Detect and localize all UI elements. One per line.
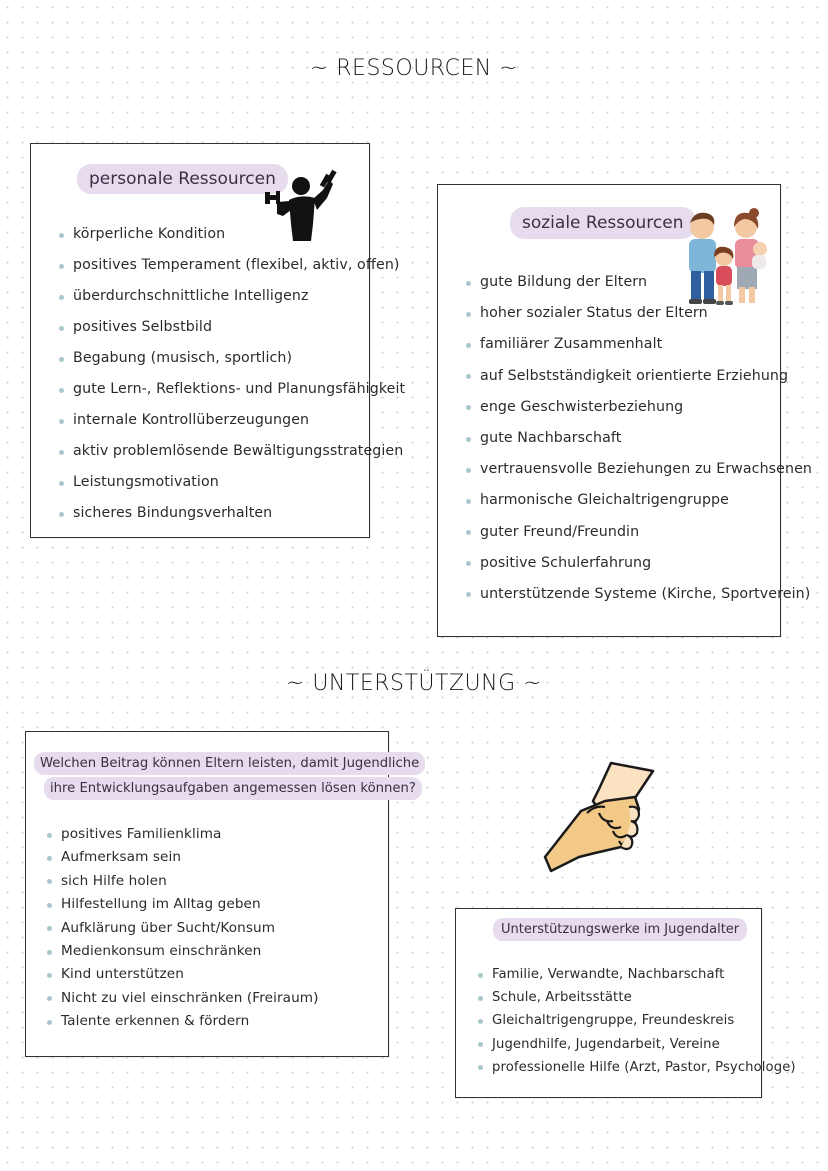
list-item: enge Geschwisterbeziehung	[466, 392, 812, 423]
list-item: gute Bildung der Eltern	[466, 267, 812, 298]
social-resources-title: soziale Ressourcen	[510, 207, 696, 239]
list-item: körperliche Kondition	[59, 219, 405, 250]
bullet-dot	[47, 996, 52, 1001]
bullet-dot	[59, 295, 64, 300]
social-resources-list	[466, 267, 812, 610]
personal-resources-card	[30, 143, 406, 538]
support-works-list	[478, 963, 796, 1079]
bullet-dot	[47, 903, 52, 908]
list-item: vertrauensvolle Beziehungen zu Erwachsenen	[466, 454, 812, 485]
list-item: Aufklärung über Sucht/Konsum	[47, 917, 319, 940]
list-item: Nicht zu viel einschränken (Freiraum)	[47, 987, 319, 1010]
bullet-dot	[466, 374, 471, 379]
support-works-card	[455, 908, 796, 1098]
bullet-dot	[466, 499, 471, 504]
bullet-dot	[59, 326, 64, 331]
bullet-dot	[47, 879, 52, 884]
bullet-dot	[47, 833, 52, 838]
bullet-dot	[478, 973, 483, 978]
bullet-dot	[478, 1065, 483, 1070]
list-item: sicheres Bindungsverhalten	[59, 498, 405, 529]
list-item: auf Selbstständigkeit orientierte Erziehung	[466, 361, 812, 392]
parents-question-line1: Welchen Beitrag können Eltern leisten, damit Jugendliche	[34, 752, 425, 775]
list-item: unterstützende Systeme (Kirche, Sportverein)	[466, 579, 812, 610]
list-item: positives Familienklima	[47, 823, 319, 846]
list-item: gute Nachbarschaft	[466, 423, 812, 454]
bullet-dot	[478, 1019, 483, 1024]
bullet-dot	[466, 405, 471, 410]
list-item: familiärer Zusammenhalt	[466, 329, 812, 360]
bullet-dot	[466, 281, 471, 286]
list-item: Jugendhilfe, Jugendarbeit, Vereine	[478, 1033, 796, 1056]
list-item: Talente erkennen & fördern	[47, 1010, 319, 1033]
bullet-dot	[59, 450, 64, 455]
bullet-dot	[466, 468, 471, 473]
bullet-dot	[47, 926, 52, 931]
list-item: guter Freund/Freundin	[466, 517, 812, 548]
bullet-dot	[59, 357, 64, 362]
list-item: positives Selbstbild	[59, 312, 405, 343]
bullet-dot	[59, 419, 64, 424]
list-item: positives Temperament (flexibel, aktiv, offen)	[59, 250, 405, 281]
list-item: sich Hilfe holen	[47, 870, 319, 893]
bullet-dot	[47, 973, 52, 978]
list-item: Leistungsmotivation	[59, 467, 405, 498]
parents-question-line2: ihre Entwicklungsaufgaben angemessen lösen können?	[44, 777, 422, 800]
heading-unterstuetzung: ~ UNTERSTÜTZUNG ~	[285, 671, 543, 696]
bullet-dot	[466, 561, 471, 566]
list-item: harmonische Gleichaltrigengruppe	[466, 485, 812, 516]
bullet-dot	[59, 388, 64, 393]
list-item: internale Kontrollüberzeugungen	[59, 405, 405, 436]
list-item: positive Schulerfahrung	[466, 548, 812, 579]
list-item: Schule, Arbeitsstätte	[478, 986, 796, 1009]
bullet-dot	[478, 996, 483, 1001]
bullet-dot	[466, 592, 471, 597]
bullet-dot	[478, 1042, 483, 1047]
bullet-dot	[47, 856, 52, 861]
social-resources-card	[437, 184, 813, 637]
bullet-dot	[59, 264, 64, 269]
bullet-dot	[466, 343, 471, 348]
list-item: Gleichaltrigengruppe, Freundeskreis	[478, 1009, 796, 1032]
list-item: Aufmerksam sein	[47, 846, 319, 869]
list-item: überdurchschnittliche Intelligenz	[59, 281, 405, 312]
heading-ressourcen: ~ RESSOURCEN ~	[309, 56, 519, 81]
list-item: Familie, Verwandte, Nachbarschaft	[478, 963, 796, 986]
support-works-title: Unterstützungswerke im Jugendalter	[493, 918, 747, 941]
list-item: Medienkonsum einschränken	[47, 940, 319, 963]
bullet-dot	[466, 437, 471, 442]
personal-resources-list	[59, 219, 405, 529]
bullet-dot	[47, 1020, 52, 1025]
bullet-dot	[59, 512, 64, 517]
bullet-dot	[59, 481, 64, 486]
list-item: Hilfestellung im Alltag geben	[47, 893, 319, 916]
parents-contribution-card	[25, 731, 420, 1057]
list-item: gute Lern-, Reflektions- und Planungsfähigkeit	[59, 374, 405, 405]
list-item: Kind unterstützen	[47, 963, 319, 986]
bullet-dot	[59, 233, 64, 238]
list-item: professionelle Hilfe (Arzt, Pastor, Psychologe)	[478, 1056, 796, 1079]
bullet-dot	[47, 950, 52, 955]
personal-resources-title: personale Ressourcen	[77, 164, 288, 194]
list-item: Begabung (musisch, sportlich)	[59, 343, 405, 374]
list-item: hoher sozialer Status der Eltern	[466, 298, 812, 329]
bullet-dot	[466, 530, 471, 535]
bullet-dot	[466, 312, 471, 317]
list-item: aktiv problemlösende Bewältigungsstrategien	[59, 436, 405, 467]
helping-hands-icon	[543, 761, 658, 873]
parents-contribution-list	[47, 823, 319, 1034]
